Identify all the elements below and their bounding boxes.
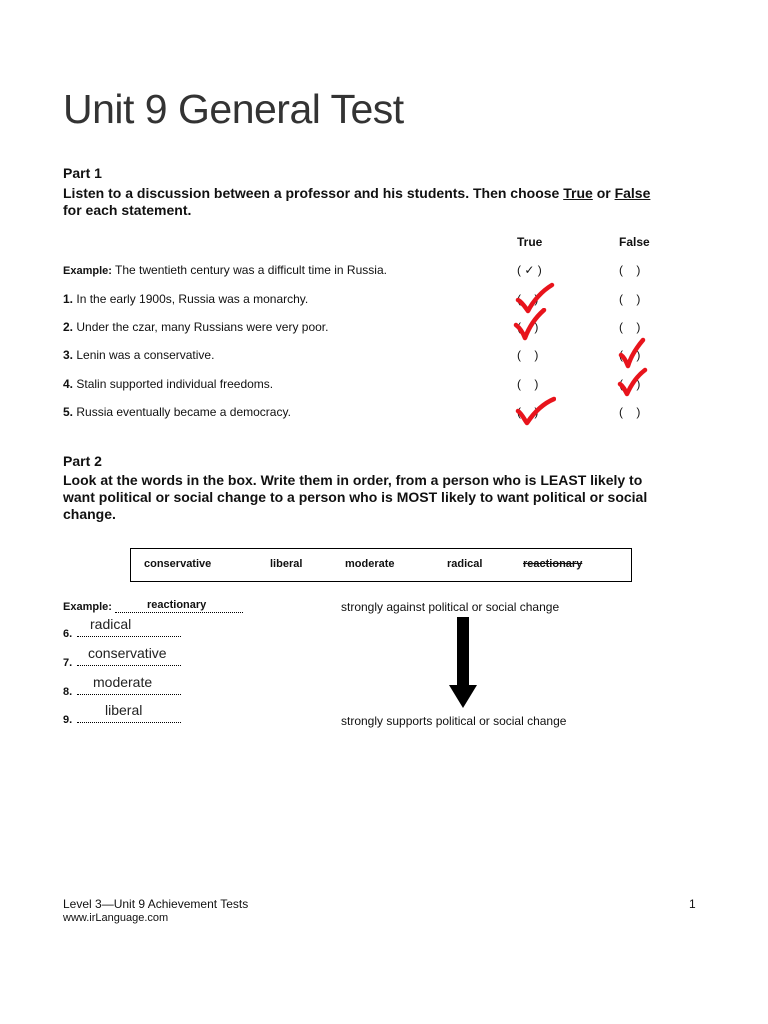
answer-field-8[interactable] bbox=[77, 694, 181, 695]
footer-level: Level 3—Unit 9 Achievement Tests bbox=[63, 897, 249, 911]
false-choice-4[interactable]: ( ) bbox=[619, 377, 641, 391]
red-checkmark-icon bbox=[514, 395, 556, 429]
true-choice-3[interactable]: ( ) bbox=[517, 348, 539, 362]
part2-instruction: Look at the words in the box. Write them in order, from a person who is LEAST likely to want political or social change to a person who is MOST likely to want political or social change. bbox=[63, 472, 648, 522]
false-choice-3[interactable]: ( ) bbox=[619, 348, 641, 362]
or-word: or bbox=[596, 185, 611, 201]
statement-1: 1. In the early 1900s, Russia was a monarchy. bbox=[63, 292, 309, 306]
false-choice-5[interactable]: ( ) bbox=[619, 405, 641, 419]
false-choice-1[interactable]: ( ) bbox=[619, 292, 641, 306]
page-title: Unit 9 General Test bbox=[63, 86, 404, 132]
word-moderate: moderate bbox=[345, 558, 395, 570]
footer-url[interactable]: www.irLanguage.com bbox=[63, 912, 169, 924]
example-statement bbox=[63, 263, 387, 277]
true-choice-5[interactable]: ( ) bbox=[517, 405, 539, 419]
part1-instruction-b: for each statement. bbox=[63, 202, 192, 218]
part1-label: Part 1 bbox=[63, 165, 102, 181]
example-answer: reactionary bbox=[146, 599, 207, 611]
answer-field-6[interactable] bbox=[77, 636, 181, 637]
answer-row-7: 7. conservative bbox=[63, 657, 72, 669]
answer-row-8: 8. moderate bbox=[63, 686, 72, 698]
answer-row-9: 9. liberal bbox=[63, 714, 72, 726]
page-number: 1 bbox=[689, 897, 696, 911]
answer-field-9[interactable] bbox=[77, 722, 181, 723]
true-choice-4[interactable]: ( ) bbox=[517, 377, 539, 391]
part2-example: Example: reactionary bbox=[63, 600, 243, 613]
true-choice-1[interactable]: ( ) bbox=[517, 292, 539, 306]
red-checkmark-icon bbox=[616, 366, 658, 400]
example-label: Example: bbox=[63, 265, 112, 277]
answer-field-7[interactable] bbox=[77, 665, 181, 666]
example-text: The twentieth century was a difficult time in Russia. bbox=[115, 263, 387, 277]
part1-instruction bbox=[63, 185, 713, 219]
least-likely-note: strongly against political or social change bbox=[341, 600, 560, 614]
red-checkmark-icon bbox=[512, 308, 554, 342]
word-radical: radical bbox=[447, 558, 483, 570]
most-likely-note: strongly supports political or social change bbox=[341, 714, 567, 728]
statement-4: 4. Stalin supported individual freedoms. bbox=[63, 377, 274, 391]
word-box bbox=[130, 548, 632, 582]
example-false-choice: ( ) bbox=[619, 263, 641, 277]
arrow-down-icon bbox=[446, 617, 480, 709]
part2-label: Part 2 bbox=[63, 453, 102, 469]
statement-2: 2. Under the czar, many Russians were very poor. bbox=[63, 320, 329, 334]
false-choice-2[interactable]: ( ) bbox=[619, 320, 641, 334]
false-word: False bbox=[614, 185, 651, 201]
word-conservative: conservative bbox=[144, 558, 212, 570]
true-word: True bbox=[563, 185, 593, 201]
handwritten-answer-8: moderate bbox=[93, 674, 153, 690]
word-liberal: liberal bbox=[270, 558, 303, 570]
answer-row-6: 6. radical bbox=[63, 628, 72, 640]
handwritten-answer-9: liberal bbox=[105, 702, 143, 718]
true-choice-2[interactable]: ( ) bbox=[517, 320, 539, 334]
example-true-choice: ( ✓ ) bbox=[517, 263, 542, 277]
footer bbox=[63, 897, 248, 925]
handwritten-answer-7: conservative bbox=[88, 645, 167, 661]
part1-instruction-a: Listen to a discussion between a professor and his students. Then choose bbox=[63, 185, 560, 201]
column-header-true: True bbox=[517, 235, 543, 249]
column-header-false: False bbox=[619, 235, 650, 249]
statement-5: 5. Russia eventually became a democracy. bbox=[63, 405, 291, 419]
statement-3: 3. Lenin was a conservative. bbox=[63, 348, 215, 362]
handwritten-answer-6: radical bbox=[90, 616, 132, 632]
word-reactionary: reactionary bbox=[523, 558, 583, 570]
